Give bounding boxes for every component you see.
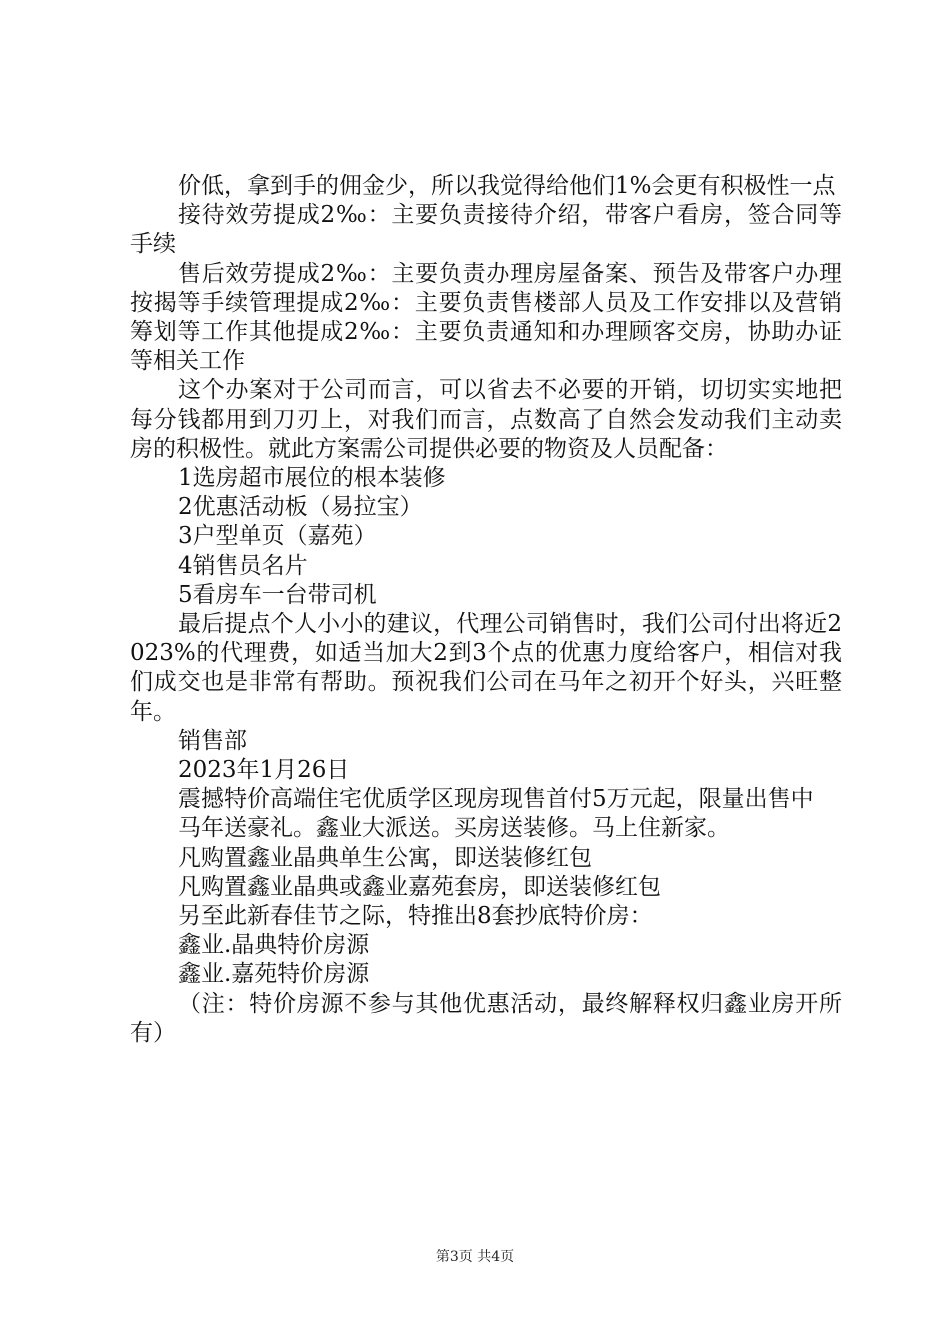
list-item-promo-board: 2优惠活动板（易拉宝） [178, 494, 423, 521]
list-item-booth-decoration: 1选房超市展位的根本装修 [178, 465, 446, 492]
signature-date: 2023年1月26日 [178, 757, 350, 784]
document-body [130, 172, 842, 1048]
paragraph-special-offer: 另至此新春佳节之际，特推出8套抄底特价房： [178, 903, 653, 930]
paragraph-promo-headline: 震撼特价高端住宅优质学区现房现售首付5万元起，限量出售中 [178, 786, 814, 813]
page-number: 第3页 共4页 [435, 1249, 515, 1265]
paragraph-disclaimer-note: （注：特价房源不参与其他优惠活动，最终解释权归鑫业房开所有） [130, 990, 842, 1046]
paragraph-promo-slogan: 马年送豪礼。鑫业大派送。买房送装修。马上住新家。 [178, 815, 730, 842]
paragraph-listing-jiayuan: 鑫业.嘉苑特价房源 [178, 961, 370, 988]
paragraph-suggestion: 最后提点个人小小的建议，代理公司销售时，我们公司付出将近2023%的代理费，如适当加大2到3个点的优惠力度给客户，相信对我们成交也是非常有帮助。预祝我们公司在马年之初开个好头，兴旺整年。 [130, 611, 842, 725]
list-item-floorplan-leaflet: 3户型单页（嘉苑） [178, 523, 377, 550]
paragraph-promo-apartment: 凡购置鑫业晶典单生公寓，即送装修红包 [178, 844, 592, 871]
list-item-business-cards: 4销售员名片 [178, 552, 308, 579]
paragraph-after-sales-service: 售后效劳提成2‰：主要负责办理房屋备案、预告及带客户办理按揭等手续管理提成2‰：主要负责售楼部人员及工作安排以及营销筹划等工作其他提成2‰：主要负责通知和办理顾客交房，协助办证等相关工作 [130, 260, 842, 375]
paragraph-listing-jingdian: 鑫业.晶典特价房源 [178, 932, 370, 959]
paragraph-commission-note: 价低，拿到手的佣金少，所以我觉得给他们1%会更有积极性一点 [178, 173, 836, 199]
paragraph-reception-service: 接待效劳提成2‰：主要负责接待介绍，带客户看房，签合同等手续 [130, 202, 842, 258]
signature-department: 销售部 [178, 727, 247, 754]
list-item-viewing-car: 5看房车一台带司机 [178, 581, 377, 608]
paragraph-promo-suite: 凡购置鑫业晶典或鑫业嘉苑套房，即送装修红包 [178, 873, 661, 900]
paragraph-plan-benefits: 这个办案对于公司而言，可以省去不必要的开销，切切实实地把每分钱都用到刀刃上，对我们而言，点数高了自然会发动我们主动卖房的积极性。就此方案需公司提供必要的物资及人员配备： [130, 377, 842, 462]
